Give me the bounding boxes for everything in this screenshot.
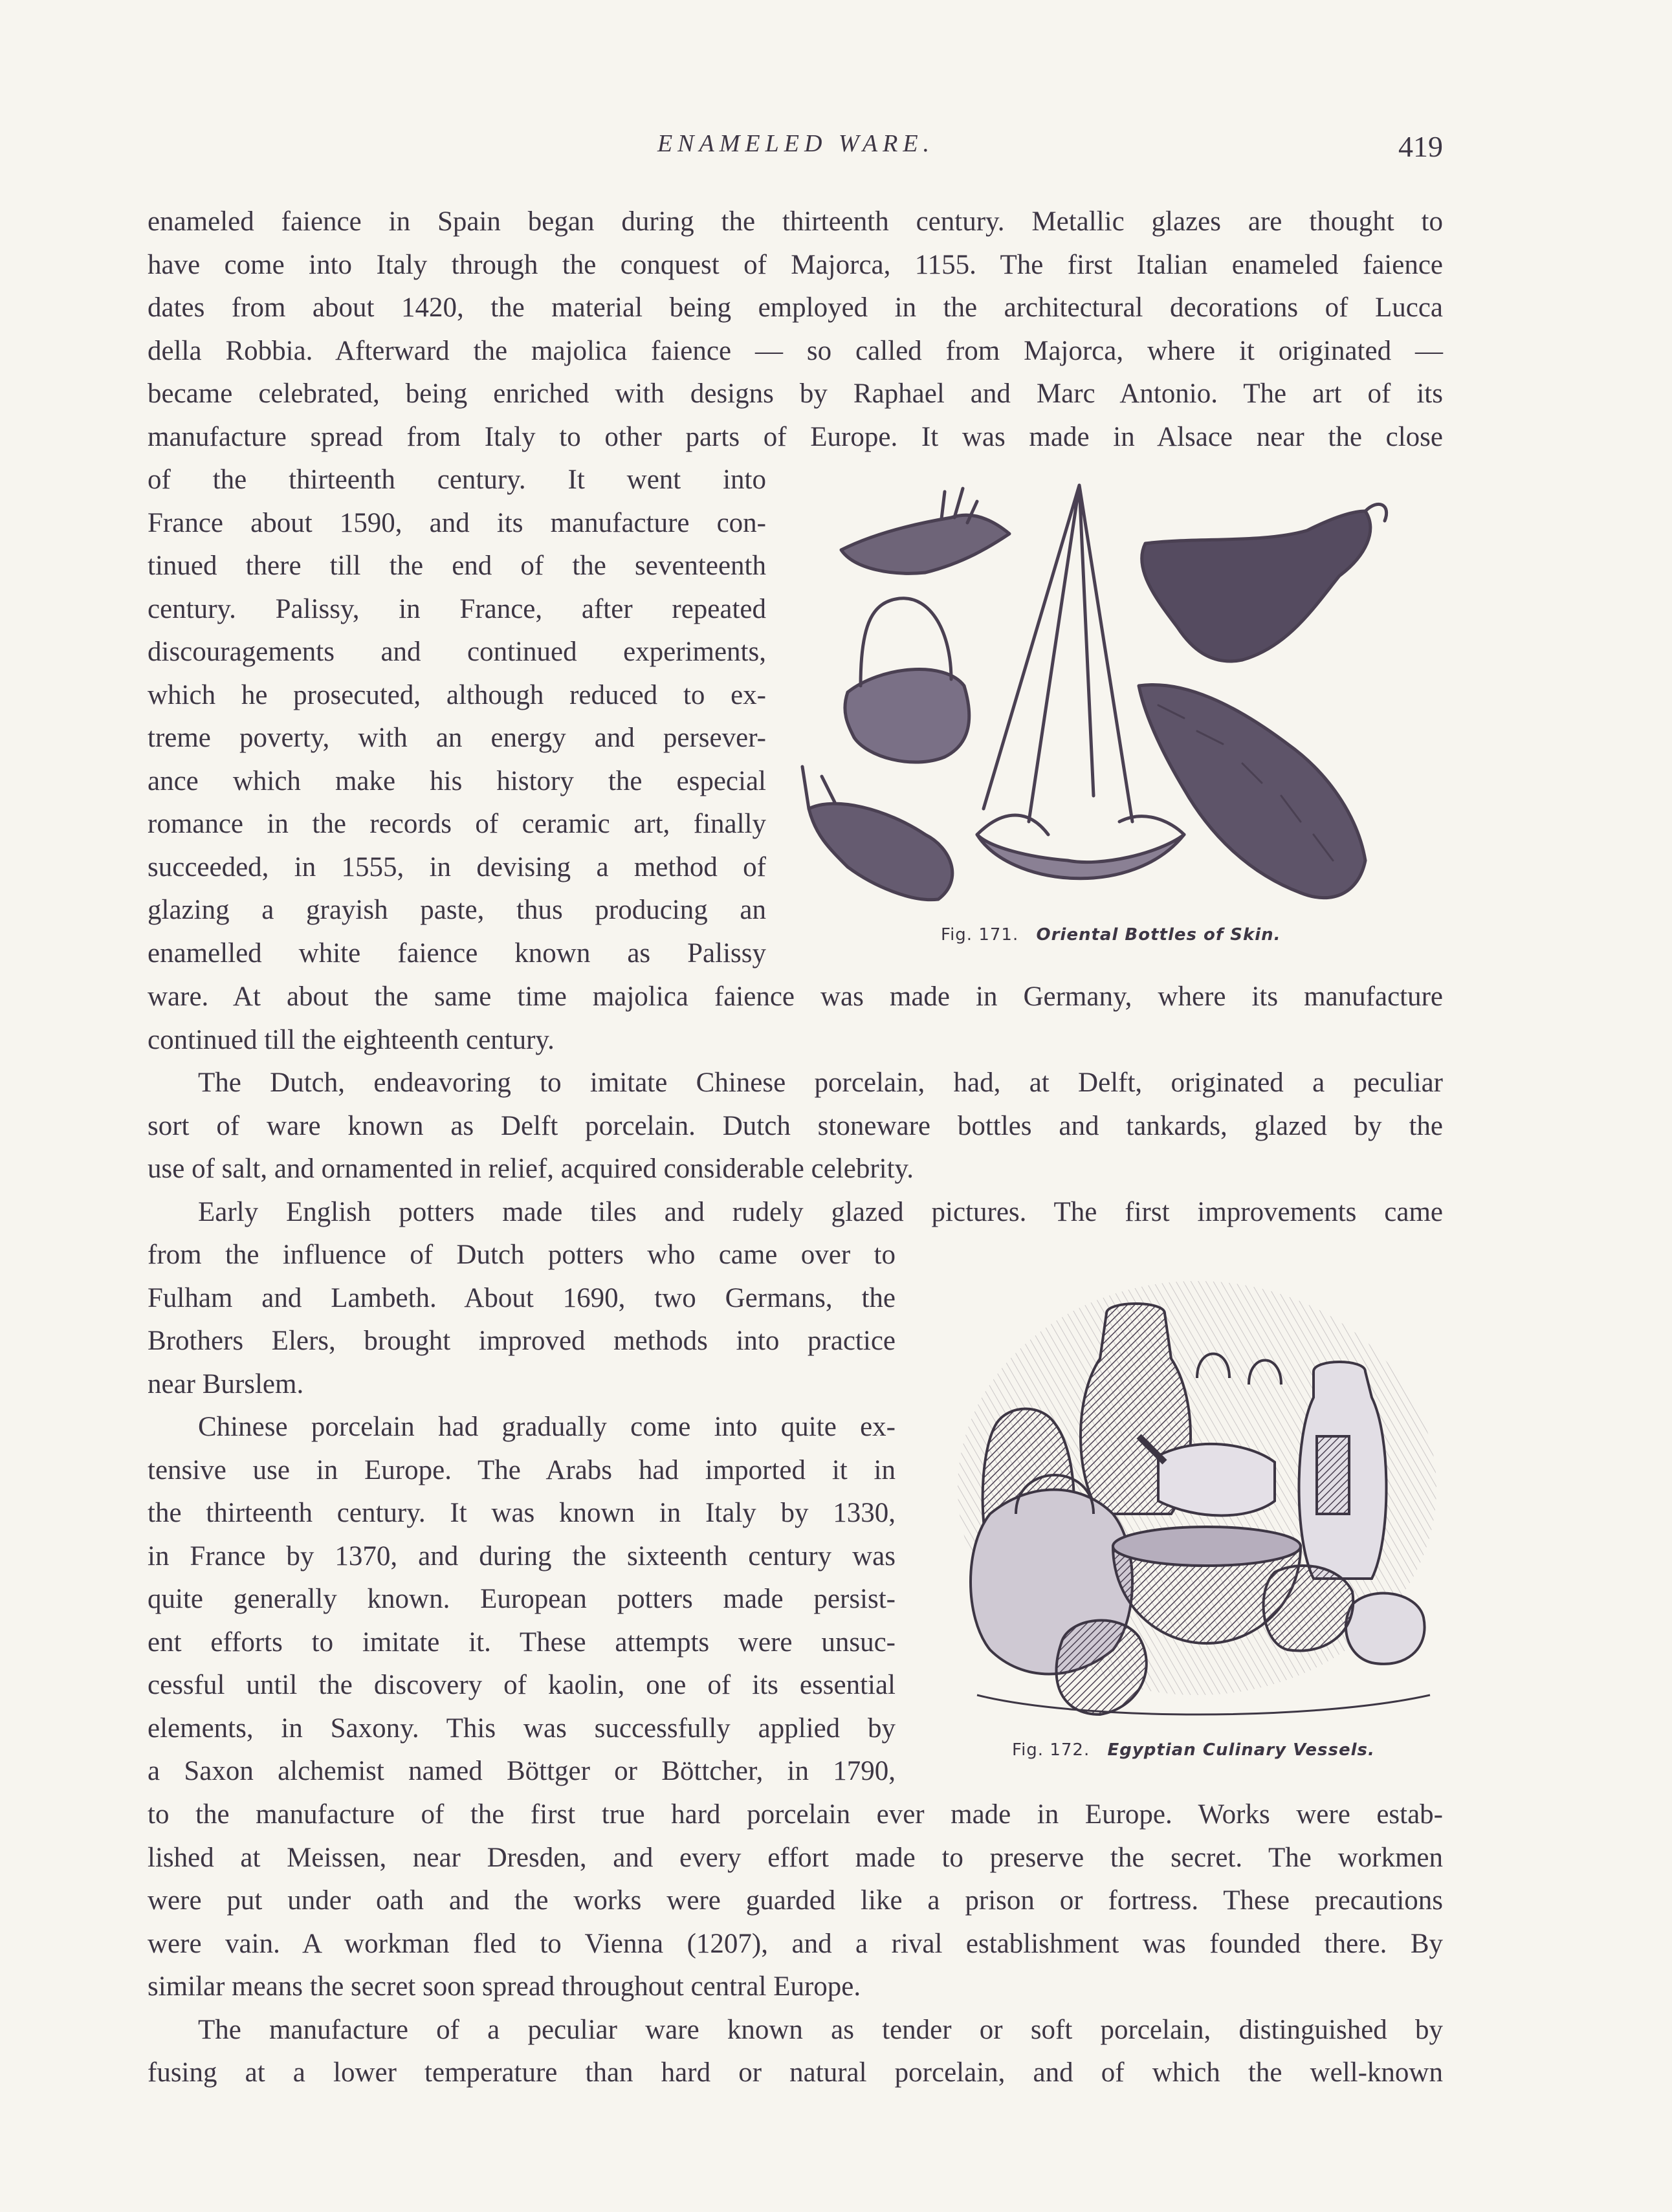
text-line: lished at Meissen, near Dresden, and every effort made to preserve the secret. The workmen	[148, 1842, 1443, 1873]
text-line: fusing at a lower temperature than hard or natural porcelain, and of which the well-known	[148, 2057, 1443, 2088]
text-line: The manufacture of a peculiar ware known as tender or soft porcelain, distinguished by	[198, 2014, 1443, 2045]
figure-171-number: Fig. 171.	[941, 925, 1019, 945]
text-line: century. Palissy, in France, after repeated	[148, 593, 766, 624]
text-line: glazing a grayish paste, thus producing an	[148, 895, 766, 925]
text-line: the thirteenth century. It was known in Italy by 1330,	[148, 1498, 896, 1528]
figure-172-caption	[1012, 1740, 1375, 1760]
text-line: quite generally known. European potters made persist-	[148, 1584, 896, 1614]
text-line: have come into Italy through the conquest of Majorca, 1155. The first Italian enameled faience	[148, 249, 1443, 280]
text-line: a Saxon alchemist named Böttger or Böttcher, in 1790,	[148, 1756, 896, 1786]
text-line: to the manufacture of the first true hard porcelain ever made in Europe. Works were estab-	[148, 1799, 1443, 1830]
text-line: romance in the records of ceramic art, finally	[148, 809, 766, 839]
figure-172-number: Fig. 172.	[1012, 1740, 1090, 1760]
text-line: near Burslem.	[148, 1368, 304, 1399]
text-line: from the influence of Dutch potters who came over to	[148, 1240, 896, 1270]
figure-171-title: Oriental Bottles of Skin.	[1036, 925, 1281, 945]
text-line: ware. At about the same time majolica faience was made in Germany, where its manufacture	[148, 981, 1443, 1012]
text-line: tinued there till the end of the seventeenth	[148, 551, 766, 581]
figure-171	[796, 472, 1449, 951]
text-line: sort of ware known as Delft porcelain. Dutch stoneware bottles and tankards, glazed by the	[148, 1110, 1443, 1141]
text-line: became celebrated, being enriched with designs by Raphael and Marc Antonio. The art of its	[148, 378, 1443, 409]
text-line: ance which make his history the especial	[148, 765, 766, 796]
text-line: ent efforts to imitate it. These attempts were unsuc-	[148, 1626, 896, 1658]
text-line: della Robbia. Afterward the majolica faience — so called from Majorca, where it originated —	[148, 335, 1443, 366]
page-number: 419	[1398, 130, 1443, 163]
figure-172-title: Egyptian Culinary Vessels.	[1107, 1740, 1375, 1760]
text-block-2	[148, 459, 766, 975]
text-line: treme poverty, with an energy and persever-	[148, 723, 766, 753]
text-line: manufacture spread from Italy to other parts of Europe. It was made in Alsace near the close	[148, 421, 1443, 452]
text-line: use of salt, and ornamented in relief, acquired considerable celebrity.	[148, 1154, 914, 1184]
running-title: ENAMELED WARE.	[657, 130, 935, 157]
figure-171-caption	[941, 925, 1281, 945]
running-head	[0, 129, 1672, 168]
text-line: Chinese porcelain had gradually come into quite ex-	[198, 1412, 896, 1442]
text-line: Early English potters made tiles and rudely glazed pictures. The first improvements came	[198, 1196, 1443, 1227]
text-line: succeeded, in 1555, in devising a method of	[148, 851, 766, 882]
text-line: discouragements and continued experiments,	[148, 637, 766, 667]
text-line: Brothers Elers, brought improved methods into practice	[148, 1326, 896, 1356]
text-line: were vain. A workman fled to Vienna (1207), and a rival establishment was founded there. By	[148, 1928, 1443, 1959]
text-line: Fulham and Lambeth. About 1690, two Germans, the	[148, 1282, 896, 1313]
text-line: continued till the eighteenth century.	[148, 1024, 555, 1055]
text-block-5	[148, 1793, 1443, 2095]
text-line: dates from about 1420, the material being employed in the architectural decorations of Lucca	[148, 292, 1443, 323]
text-line: elements, in Saxony. This was successfully applied by	[148, 1713, 896, 1744]
text-block-4	[148, 1234, 896, 1793]
text-block-3	[148, 976, 1443, 1234]
text-line: which he prosecuted, although reduced to ex-	[148, 679, 766, 710]
text-line: tensive use in Europe. The Arabs had imported it in	[148, 1454, 896, 1485]
text-line: enameled faience in Spain began during the thirteenth century. Metallic glazes are thought to	[148, 206, 1443, 237]
text-line: enamelled white faience known as Palissy	[148, 937, 766, 969]
oriental-skin-bottles-engraving	[796, 472, 1449, 925]
egyptian-vessels-engraving	[951, 1268, 1443, 1734]
text-block-1	[148, 201, 1443, 459]
text-line: were put under oath and the works were guarded like a prison or fortress. These precautions	[148, 1885, 1443, 1916]
text-line: of the thirteenth century. It went into	[148, 465, 766, 495]
text-line: in France by 1370, and during the sixteenth century was	[148, 1540, 896, 1571]
text-line: similar means the secret soon spread throughout central Europe.	[148, 1971, 861, 2002]
text-line: cessful until the discovery of kaolin, one of its essential	[148, 1670, 896, 1700]
text-line: The Dutch, endeavoring to imitate Chinese porcelain, had, at Delft, originated a peculiar	[198, 1068, 1443, 1098]
text-line: France about 1590, and its manufacture con-	[148, 507, 766, 538]
figure-172	[951, 1268, 1443, 1773]
